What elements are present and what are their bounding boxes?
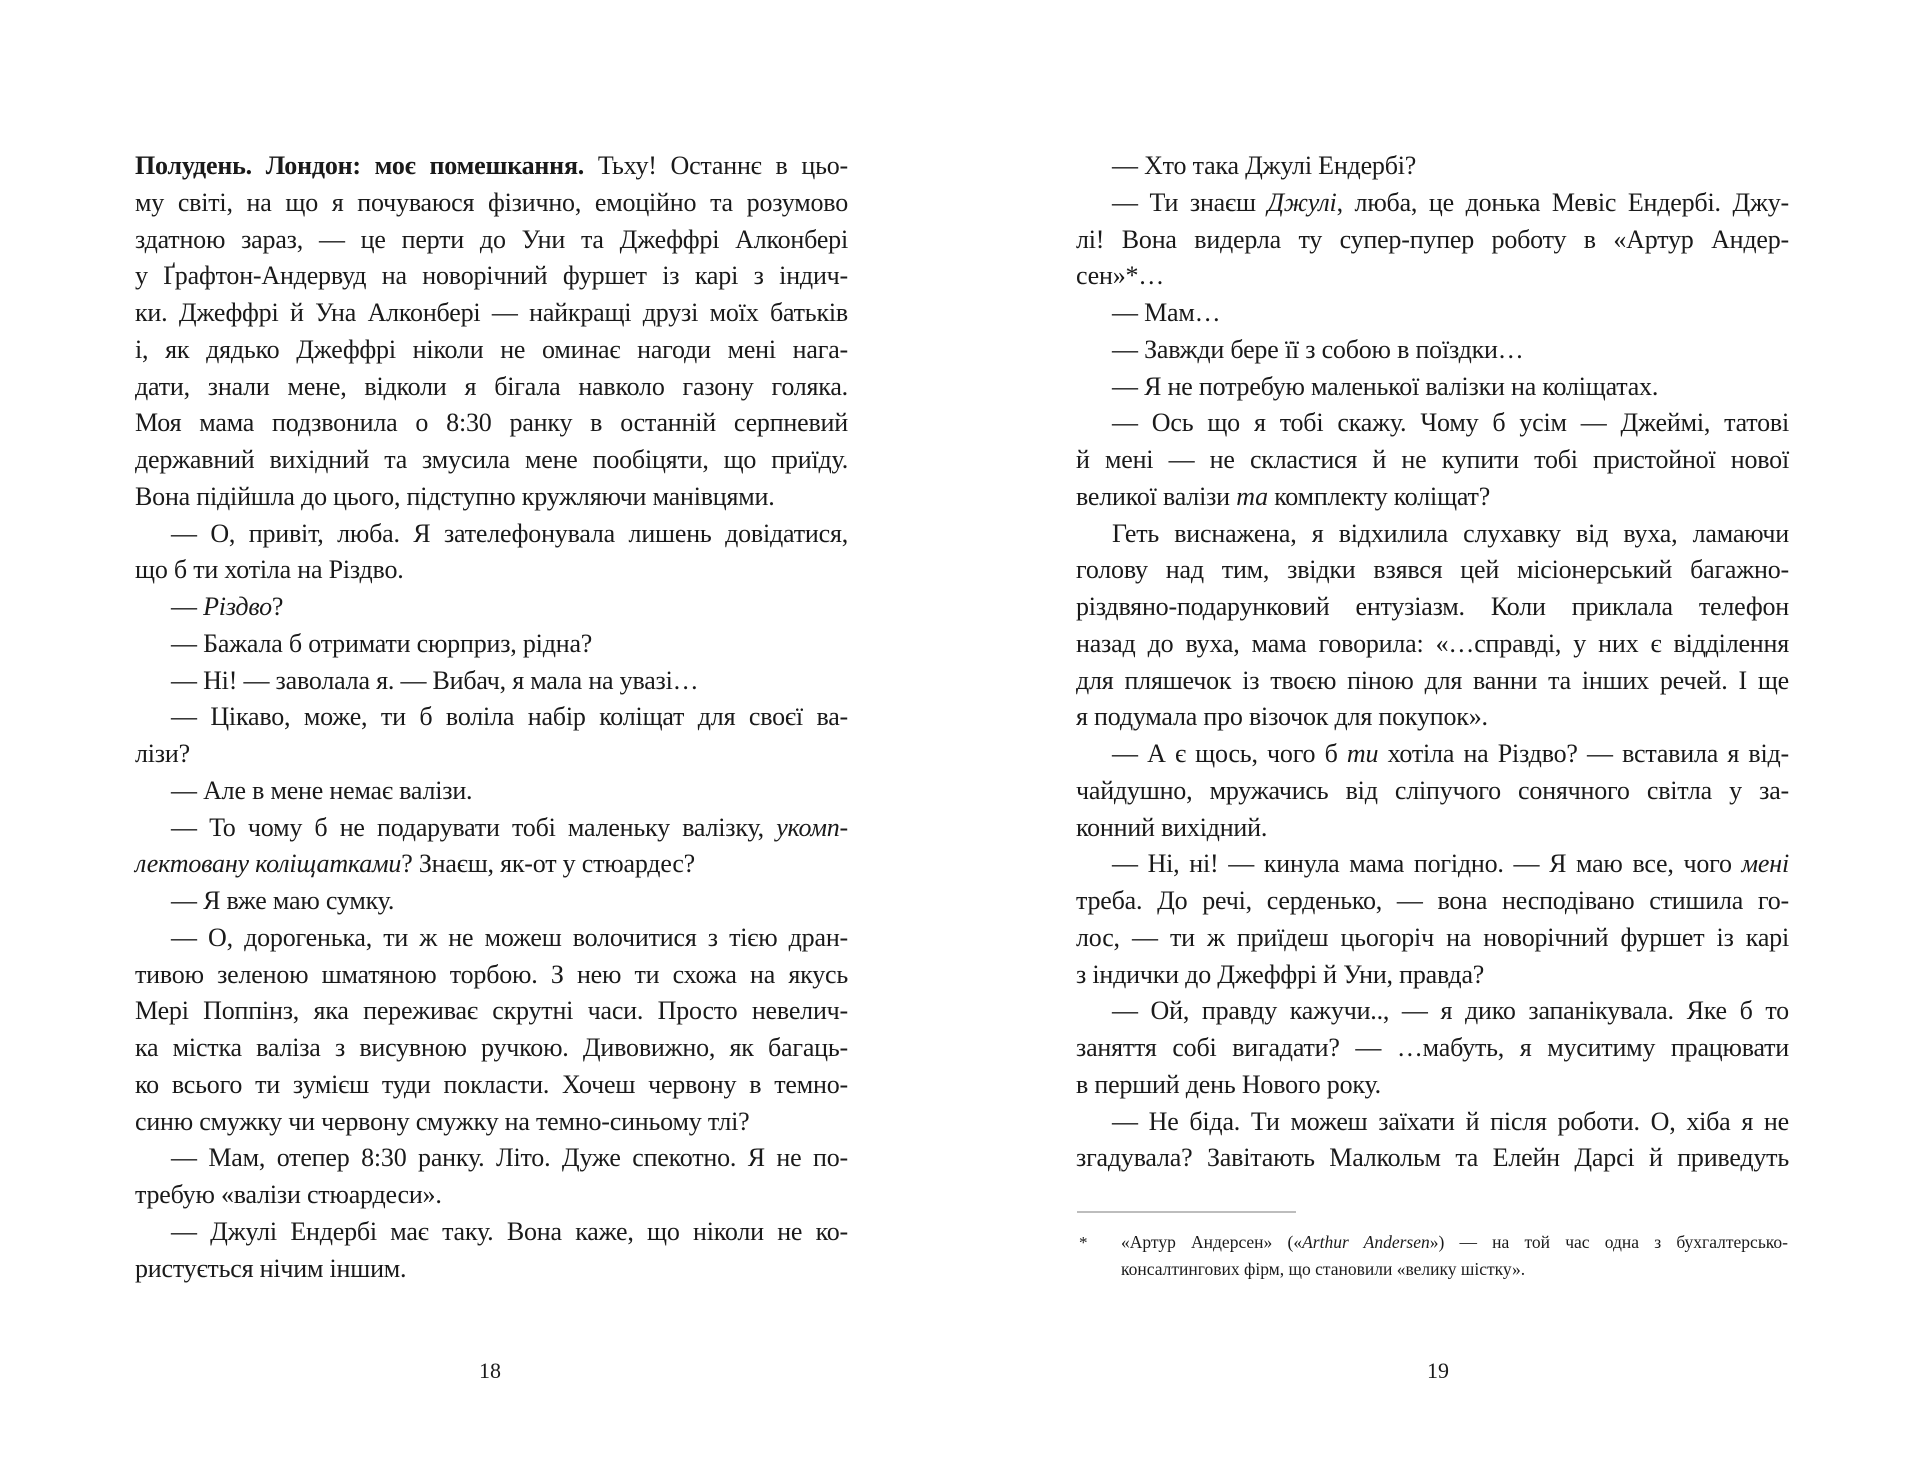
text-line [1076, 736, 1789, 773]
text-line [1076, 1104, 1789, 1141]
text-run: різдвяно-подарунковий ентузіазм. Коли приклала телефон [1076, 592, 1789, 621]
text-line [135, 185, 848, 222]
text-run: чайдушно, мружачись від сліпучого сонячного світла у за- [1076, 775, 1789, 805]
text-line [1076, 516, 1789, 553]
text-run: що б ти хотіла на Різдво. [135, 555, 404, 585]
left-page-body [135, 148, 848, 1287]
text-line [1076, 1030, 1789, 1067]
text-line [1076, 185, 1789, 222]
text-line [1076, 957, 1789, 994]
right-page-body [1076, 148, 1789, 1177]
text-line [1076, 846, 1789, 883]
text-line [135, 516, 848, 553]
footnote-divider [1077, 1211, 1296, 1213]
text-line [135, 957, 848, 994]
italic-text: лектовану коліщатками [135, 849, 402, 879]
text-run: ») — на той час одна з бухгалтерсько- [1429, 1232, 1788, 1252]
text-line [135, 920, 848, 957]
footnote-marker: * [1079, 1233, 1088, 1252]
text-run: лі! Вона видерла ту супер-пупер роботу в «Артур Андер- [1076, 224, 1789, 254]
text-run: — Ні! — заволала я. — Вибач, я мала на увазі… [171, 665, 699, 695]
text-line [135, 699, 848, 736]
text-line [1076, 332, 1789, 369]
text-run: Вона підійшла до цього, підступно кружляючи манівцями. [135, 481, 775, 511]
text-run: Моя мама подзвонила о 8:30 ранку в останній серпневий [135, 408, 848, 438]
text-line [135, 442, 848, 479]
text-line [135, 295, 848, 332]
text-line [1076, 148, 1789, 185]
text-run: консалтингових фірм, що становили «велику шістку». [1121, 1259, 1526, 1279]
text-line [1076, 442, 1789, 479]
text-run: — О, дорогенька, ти ж не можеш волочитися з тією дран- [171, 922, 848, 952]
text-run: Тьху! Останнє в цьо- [584, 151, 848, 180]
text-run: — То чому б не подарувати тобі маленьку валізку, [171, 812, 777, 842]
text-run: , люба, це донька Мевіс Ендербі. Джу- [1336, 187, 1789, 217]
text-line [1076, 479, 1789, 516]
page-number-right: 19 [1427, 1358, 1449, 1383]
text-run: ко всього ти зумієш туди покласти. Хочеш червону в темно- [135, 1069, 848, 1099]
text-run: великої валізи [1076, 481, 1237, 511]
text-line [135, 1214, 848, 1251]
text-line [135, 993, 848, 1030]
text-run: з індички до Джеффрі й Уни, правда? [1076, 959, 1485, 989]
text-run: сен»*… [1076, 261, 1165, 291]
text-line [1076, 993, 1789, 1030]
text-line [1076, 663, 1789, 700]
text-run: — Не біда. Ти можеш заїхати й після роботи. О, хіба я не [1112, 1106, 1789, 1136]
text-run: здатною зараз, — це перти до Уни та Джеффрі Алконбері [135, 224, 848, 254]
text-run: — Я вже маю сумку. [171, 886, 395, 915]
text-run: конний вихідний. [1076, 812, 1268, 842]
text-line [135, 222, 848, 259]
text-line [1076, 699, 1789, 736]
text-line [135, 663, 848, 700]
text-line [1076, 1140, 1789, 1177]
footnote [1076, 1229, 1788, 1283]
text-run: хотіла на Різдво? — вставила я від- [1378, 739, 1789, 768]
text-line [135, 773, 848, 810]
text-line [135, 810, 848, 847]
text-run: — Але в мене немає валізи. [171, 775, 473, 805]
text-line [1076, 773, 1789, 810]
text-run: ? [271, 592, 284, 621]
text-run: — Ти знаєш [1112, 187, 1268, 217]
italic-text: укомп- [776, 812, 848, 842]
text-line [135, 148, 848, 185]
text-line [135, 1104, 848, 1141]
text-run: тивою зеленою шматяною торбою. З нею ти схожа на якусь [135, 959, 848, 989]
text-run: для пляшечок із твоєю піною для ванни та інших речей. І ще [1076, 665, 1789, 695]
text-run: комплекту коліщат? [1267, 481, 1491, 511]
text-line [135, 1140, 848, 1177]
italic-text: та [1236, 481, 1268, 511]
text-run: лос, — ти ж приїдеш цьогоріч на новорічний фуршет із карі [1076, 922, 1789, 952]
text-run: — Мам, отепер 8:30 ранку. Літо. Дуже спекотно. Я не по- [171, 1143, 848, 1173]
text-line [1076, 369, 1789, 406]
text-line [135, 479, 848, 516]
text-line [135, 883, 848, 920]
text-run: дати, знали мене, відколи я бігала навколо газону голяка. [135, 371, 848, 401]
text-run: требую «валізи стюардеси». [135, 1180, 442, 1209]
text-line [135, 552, 848, 589]
text-run: — Хто така Джулі Ендербі? [1112, 151, 1417, 180]
text-run: — Ні, ні! — кинула мама погідно. — Я маю все, чого [1112, 849, 1742, 879]
text-run: я подумала про візочок для покупок». [1076, 702, 1488, 732]
text-line [135, 1251, 848, 1288]
text-run: і, як дядько Джеффрі ніколи не оминає нагоди мені нага- [135, 334, 848, 364]
text-run: — Мам… [1112, 298, 1221, 327]
text-run: — Ой, правду кажучи.., — я дико запанікувала. Яке б то [1112, 996, 1789, 1026]
text-line [1076, 552, 1789, 589]
text-line [135, 258, 848, 295]
text-run: згадувала? Завітають Малкольм та Елейн Дарсі й приведуть [1076, 1143, 1789, 1173]
text-run: ки. Джеффрі й Уна Алконбері — найкращі друзі моїх батьків [135, 298, 848, 327]
italic-text: Arthur Andersen [1302, 1232, 1430, 1252]
footnote-line [1121, 1229, 1788, 1256]
text-line [1076, 295, 1789, 332]
text-line [135, 405, 848, 442]
text-run: му світі, на що я почуваюся фізично, емоційно та розумово [135, 187, 848, 217]
text-line [1076, 920, 1789, 957]
text-line [135, 626, 848, 663]
text-run: треба. До речі, серденько, — вона несподівано стишила го- [1076, 886, 1789, 915]
text-run: ка містка валіза з висувною ручкою. Дивовижно, як багаць- [135, 1033, 848, 1062]
page-number-left: 18 [479, 1358, 501, 1383]
text-run: синю смужку чи червону смужку на темно-синьому тлі? [135, 1106, 750, 1136]
text-run: в перший день Нового року. [1076, 1069, 1381, 1099]
text-run: — Джулі Ендербі має таку. Вона каже, що ніколи не ко- [171, 1216, 848, 1246]
text-run: назад до вуха, мама говорила: «…справді, у них є відділення [1076, 628, 1789, 658]
text-run: й мені — не скластися й не купити тобі пристойної нової [1076, 445, 1789, 474]
text-run: у Ґрафтон-Андервуд на новорічний фуршет із карі з індич- [135, 261, 848, 291]
text-line [135, 589, 848, 626]
text-run: голову над тим, звідки взявся цей місіонерський багажно- [1076, 555, 1789, 585]
text-line [135, 846, 848, 883]
text-run: — О, привіт, люба. Я зателефонувала лишень довідатися, [171, 518, 848, 548]
text-run: лізи? [135, 739, 190, 768]
text-line [1076, 1067, 1789, 1104]
text-run: ? Знаєш, як-от у стюардес? [401, 849, 696, 879]
text-run: Мері Поппінз, яка переживає скрутні часи. Просто невелич- [135, 996, 848, 1026]
text-line [1076, 626, 1789, 663]
text-run: — [171, 592, 204, 621]
text-line [1076, 222, 1789, 259]
text-line [1076, 589, 1789, 626]
text-run: — Я не потребую маленької валізки на коліщатах. [1112, 371, 1659, 401]
text-line [1076, 258, 1789, 295]
text-line [135, 1030, 848, 1067]
text-run: Геть виснажена, я відхилила слухавку від вуха, ламаючи [1112, 518, 1789, 548]
footnote-text [1076, 1229, 1788, 1283]
italic-text: Різдво [203, 592, 272, 621]
text-line [135, 736, 848, 773]
text-run: — Завжди бере її з собою в поїздки… [1112, 334, 1524, 364]
text-run: — Ось що я тобі скажу. Чому б усім — Джеймі, татові [1112, 408, 1789, 438]
text-run: ристується нічим іншим. [135, 1253, 407, 1283]
text-line [135, 332, 848, 369]
bold-text: Полудень. Лондон: моє помешкання. [135, 151, 585, 180]
text-run: — Бажала б отримати сюрприз, рідна? [171, 628, 593, 658]
text-run: — А є щось, чого б [1112, 739, 1347, 768]
text-line [1076, 883, 1789, 920]
text-line [135, 1177, 848, 1214]
text-run: «Артур Андерсен» (« [1121, 1232, 1303, 1252]
italic-text: Джулі [1267, 187, 1337, 217]
text-line [135, 369, 848, 406]
text-run: заняття собі вигадати? — …мабуть, я муситиму працювати [1076, 1033, 1789, 1062]
text-line [1076, 405, 1789, 442]
text-run: державний вихідний та змусила мене пообіцяти, що приїду. [135, 445, 848, 474]
text-run: — Цікаво, може, ти б воліла набір коліщат для своєї ва- [171, 702, 848, 732]
italic-text: мені [1741, 849, 1789, 879]
text-line [135, 1067, 848, 1104]
italic-text: ти [1346, 739, 1379, 768]
text-line [1076, 810, 1789, 847]
footnote-line [1121, 1256, 1788, 1283]
